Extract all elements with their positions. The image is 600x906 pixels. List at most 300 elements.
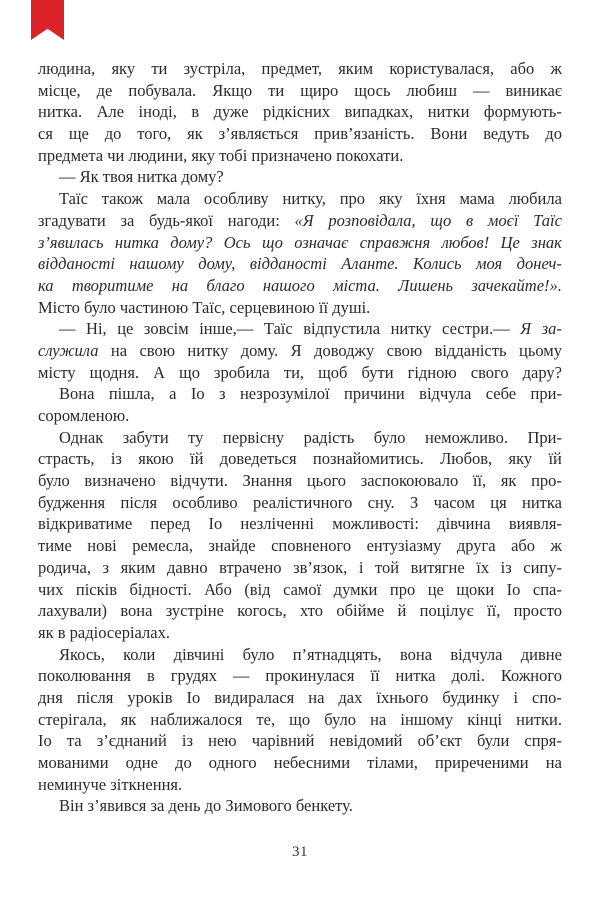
word: або	[511, 536, 536, 556]
word: когось,	[237, 601, 287, 621]
word: Іо	[506, 579, 521, 599]
word: дівчина	[437, 514, 491, 534]
word: той	[374, 557, 400, 577]
word: нитки.	[516, 709, 562, 729]
text-line	[38, 188, 562, 210]
word: на	[545, 753, 562, 772]
word: мала	[156, 189, 191, 209]
word: доведеться	[219, 449, 297, 469]
word: означає	[294, 232, 349, 252]
word: місту	[38, 362, 76, 382]
word: часом	[433, 492, 475, 512]
word: Іо	[190, 384, 205, 404]
word: пішла,	[108, 384, 155, 404]
word: в	[191, 102, 200, 122]
word: одного	[208, 753, 257, 772]
word: за-	[541, 319, 562, 339]
word: радість	[303, 427, 355, 447]
text-line	[38, 774, 562, 796]
text-line	[38, 123, 562, 145]
word: до	[545, 124, 562, 144]
word: мованими	[38, 753, 109, 772]
word: Вони	[430, 124, 468, 144]
word: первісну	[222, 427, 285, 447]
word: нитка	[395, 666, 436, 686]
text-segment: Місто було частиною Таїс, серцевиною її душі.	[38, 297, 371, 317]
word: нею	[208, 731, 237, 751]
text-segment: неминуче зіткнення.	[38, 774, 183, 794]
word: страсть,	[38, 449, 95, 469]
word: будження	[38, 492, 106, 512]
word: Ні,	[86, 319, 107, 339]
word: моя	[475, 254, 503, 274]
word: розповідала,	[328, 210, 416, 230]
word: справжня	[359, 232, 431, 252]
word: коли	[123, 644, 156, 664]
word: нові	[87, 536, 117, 556]
word: та	[66, 731, 82, 751]
word: гідною	[407, 362, 457, 382]
word: Аланте.	[341, 254, 399, 274]
text-line	[38, 145, 562, 167]
word: думки	[333, 579, 378, 599]
word: Кожного	[500, 666, 562, 686]
word: особливо	[172, 492, 238, 512]
word: це	[117, 319, 134, 339]
word: нагоди:	[227, 210, 280, 230]
word: дивне	[520, 644, 562, 664]
word: того,	[137, 124, 172, 144]
word: як	[120, 709, 137, 729]
word: хто	[299, 601, 324, 621]
word: Вона	[59, 384, 95, 404]
word: відчула	[419, 384, 472, 404]
text-line	[38, 752, 562, 774]
word: витягне	[410, 557, 465, 577]
word: відданості	[38, 254, 115, 274]
word: щиро	[300, 80, 339, 100]
word: визначено	[84, 471, 156, 491]
word: просто	[513, 601, 562, 621]
word: якою	[138, 449, 174, 469]
text-line	[38, 275, 562, 297]
text-line	[38, 340, 562, 362]
word: чих	[38, 579, 64, 599]
word: ж	[550, 536, 562, 556]
word: нитку	[390, 319, 432, 339]
word: нитку,	[282, 189, 326, 209]
word: відпустила	[303, 319, 381, 339]
word: поколювання	[38, 666, 131, 686]
word: їх	[476, 557, 490, 577]
word: нашого	[262, 275, 315, 295]
word: з’являється	[218, 124, 299, 144]
word: грудях	[170, 666, 217, 686]
word: ремесла,	[132, 536, 193, 556]
word: зустріне	[165, 601, 224, 621]
page-text	[38, 58, 562, 817]
word: —	[59, 319, 76, 339]
word: Іо	[208, 514, 223, 534]
word: формують-	[483, 102, 562, 122]
word: прив’язаність.	[314, 124, 415, 144]
word: відчула	[450, 644, 503, 664]
word: зустріла,	[183, 59, 246, 78]
word: сну.	[367, 492, 395, 512]
text-line	[38, 232, 562, 254]
word: з’явилась	[38, 232, 104, 252]
word: познайомитись.	[312, 449, 424, 469]
text-line	[38, 557, 562, 579]
word: побувала.	[128, 80, 197, 100]
word: рідкісних	[263, 102, 331, 122]
word: прокинулася	[265, 666, 355, 686]
word: наближалося	[150, 709, 243, 729]
word: ту	[188, 427, 204, 447]
word: перед	[150, 514, 191, 534]
word: і	[513, 687, 519, 707]
text-line	[38, 210, 562, 232]
word: про-	[531, 471, 562, 491]
text-line	[38, 795, 562, 817]
word: спа-	[532, 579, 562, 599]
word: щоки	[456, 579, 495, 599]
text-line	[38, 448, 562, 470]
word: долі.	[451, 666, 485, 686]
word: зачекайте!».	[471, 275, 562, 295]
word: Таїс	[263, 319, 293, 339]
word: ентузіазму	[366, 536, 442, 556]
word: дому?	[170, 232, 213, 252]
word: дня	[38, 687, 63, 707]
word: міста.	[332, 275, 380, 295]
text-line	[38, 297, 562, 319]
word: Знання	[242, 471, 293, 491]
word: за	[120, 210, 135, 230]
word: чарівний	[251, 731, 315, 751]
word: давно	[167, 557, 208, 577]
word: поцілує	[419, 601, 474, 621]
word: знайде	[208, 536, 256, 556]
text-line	[38, 166, 562, 188]
word: одне	[125, 753, 158, 772]
word: на	[308, 687, 325, 707]
word: де	[96, 80, 113, 100]
word: або	[510, 59, 535, 78]
word: яким	[338, 59, 374, 78]
word: друга	[456, 536, 496, 556]
text-line	[38, 470, 562, 492]
word: їхнього	[376, 687, 429, 707]
word: їхня	[416, 189, 446, 209]
word: вона	[399, 644, 433, 664]
word: виникає	[505, 80, 562, 100]
word: щоб	[318, 362, 348, 382]
word: видиралася	[214, 687, 295, 707]
word: дуже	[213, 102, 249, 122]
word: з	[219, 384, 226, 404]
word: Лишень	[398, 275, 454, 295]
word: —	[232, 666, 250, 686]
word: самої	[283, 579, 322, 599]
word: користувалася,	[389, 59, 495, 78]
text-segment: — Як твоя нитка дому?	[59, 167, 224, 187]
word: й	[397, 601, 407, 621]
word: Якось,	[59, 644, 105, 664]
word: забути	[122, 427, 169, 447]
word: також	[101, 189, 143, 209]
word: свого	[470, 362, 509, 382]
word: було	[38, 471, 70, 491]
word: Таїс	[533, 210, 562, 230]
text-segment: соромленою.	[38, 406, 130, 425]
word: тілами,	[367, 753, 418, 772]
text-line	[38, 253, 562, 275]
word: любиш	[406, 80, 457, 100]
word: лахували)	[38, 601, 108, 621]
word: їй	[190, 449, 204, 469]
word: виявля-	[508, 514, 562, 534]
word: доводжу	[314, 340, 375, 360]
word: відкриватиме	[38, 514, 133, 534]
word: ведуть	[483, 124, 530, 144]
word: ще	[68, 124, 89, 144]
text-line	[38, 579, 562, 601]
text-line	[38, 600, 562, 622]
word: уроків	[127, 687, 173, 707]
word: Або	[204, 579, 232, 599]
word: незліченні	[240, 514, 314, 534]
word: благо	[206, 275, 245, 295]
text-line	[38, 730, 562, 752]
word: «Я	[294, 210, 314, 230]
word: будь-якої	[149, 210, 214, 230]
word: ти	[151, 59, 168, 78]
word: п’ятнадцять,	[292, 644, 382, 664]
word: бути	[361, 362, 394, 382]
word: ти,	[283, 362, 305, 382]
word: а	[169, 384, 177, 404]
word: до	[175, 753, 192, 772]
word: нитка.	[38, 102, 83, 122]
word: моєї	[487, 210, 519, 230]
text-line	[38, 80, 562, 102]
word: Любов,	[440, 449, 493, 469]
word: яку	[111, 59, 136, 78]
word: служила	[38, 340, 99, 360]
word: любов!	[441, 232, 490, 252]
word: і	[358, 557, 364, 577]
word: при-	[530, 384, 562, 404]
word: можливості:	[332, 514, 419, 534]
word: ка	[38, 275, 54, 295]
word: нитка	[522, 492, 562, 512]
word: цьому	[518, 340, 562, 360]
word: дівчині	[173, 644, 225, 664]
word: було	[242, 644, 275, 664]
word: як	[187, 124, 203, 144]
word: сестри.—	[442, 319, 510, 339]
word: спря-	[524, 731, 562, 751]
word: Якщо	[212, 80, 253, 100]
word: те,	[256, 709, 276, 729]
bookmark-ribbon-icon[interactable]	[31, 0, 64, 40]
word: що	[289, 709, 311, 729]
word: що	[430, 210, 452, 230]
word: пісків	[75, 579, 118, 599]
word: про	[389, 579, 416, 599]
word: стерігала,	[38, 709, 107, 729]
word: втрачено	[219, 557, 282, 577]
word: мама	[459, 189, 495, 209]
word: зовсім	[143, 319, 189, 339]
word: знак	[531, 232, 562, 252]
word: яку	[378, 189, 403, 209]
word: реалістичного	[252, 492, 353, 512]
word: незрозумілої	[239, 384, 330, 404]
word: З	[409, 492, 419, 512]
word: людина,	[38, 59, 96, 78]
word: відданості	[249, 254, 327, 274]
word: кінці	[467, 709, 503, 729]
word: інше,—	[199, 319, 254, 339]
word: зробила	[214, 362, 270, 382]
word: в	[466, 210, 474, 230]
word: тиме	[38, 536, 72, 556]
text-segment: Він з’явився за день до Зимового бенкету.	[59, 796, 353, 816]
word: було	[324, 709, 357, 729]
word: було	[373, 427, 406, 447]
word: сипу-	[523, 557, 562, 577]
word: ця	[490, 492, 507, 512]
word: зв’язок,	[293, 557, 348, 577]
word: місце,	[38, 80, 81, 100]
text-line	[38, 101, 562, 123]
text-line	[38, 665, 562, 687]
word: що	[261, 232, 283, 252]
word: дому,	[198, 254, 236, 274]
word: яким	[120, 557, 156, 577]
word: Колись	[413, 254, 462, 274]
word: іншому	[400, 709, 454, 729]
word: бідності.	[129, 579, 192, 599]
text-line	[38, 318, 562, 340]
word: ся	[38, 124, 53, 144]
word: після	[76, 687, 114, 707]
word: її,	[487, 601, 501, 621]
text-line	[38, 644, 562, 666]
word: до	[104, 124, 122, 144]
word: невідомий	[329, 731, 403, 751]
word: Я	[520, 319, 532, 339]
word: із	[110, 449, 122, 469]
word: ж	[550, 59, 562, 78]
word: сповненого	[271, 536, 352, 556]
word: щодня.	[89, 362, 140, 382]
text-segment: предмета чи людини, яку тобі призначено покохати.	[38, 145, 404, 165]
word: А	[153, 362, 165, 382]
word: іноді,	[138, 102, 177, 122]
word: свою	[139, 340, 176, 360]
word: Я	[290, 340, 302, 360]
word: приреченими	[435, 753, 529, 772]
word: При-	[527, 427, 562, 447]
word: Однак	[59, 427, 104, 447]
word: згадувати	[38, 210, 106, 230]
word: що	[179, 362, 200, 382]
word: нитка	[114, 232, 159, 252]
word: свою	[386, 340, 423, 360]
word: про	[339, 189, 366, 209]
word: в	[146, 666, 155, 686]
word: їй	[548, 449, 562, 469]
word: її	[370, 666, 380, 686]
text-line	[38, 513, 562, 535]
text-line	[38, 535, 562, 557]
word: відчути.	[170, 471, 228, 491]
word: як	[500, 471, 517, 491]
word: небесними	[273, 753, 351, 772]
word: це	[427, 579, 444, 599]
word: щось	[354, 80, 391, 100]
word: дому.	[240, 340, 279, 360]
text-line	[38, 362, 562, 384]
word: вона	[120, 601, 153, 621]
word: із	[181, 731, 194, 751]
word: —	[472, 80, 490, 100]
word: особливу	[203, 189, 269, 209]
word: причини	[344, 384, 405, 404]
word: Іо	[38, 731, 52, 751]
word: з	[102, 557, 110, 577]
page-number: 31	[292, 844, 308, 860]
word: цього	[306, 471, 347, 491]
word: донеч-	[516, 254, 562, 274]
word: Це	[500, 232, 520, 252]
word: були	[476, 731, 510, 751]
word: на	[171, 275, 189, 295]
text-line	[38, 492, 562, 514]
word: ти	[268, 80, 285, 100]
text-line	[38, 709, 562, 731]
word: спо-	[532, 687, 562, 707]
word: предмет,	[261, 59, 322, 78]
word: із	[500, 557, 512, 577]
word: любила	[508, 189, 562, 209]
word: дару?	[522, 362, 562, 382]
word: на	[370, 709, 387, 729]
word: з’єднаний	[96, 731, 167, 751]
word: відданість	[434, 340, 507, 360]
word: родича,	[38, 557, 91, 577]
word: обійме	[336, 601, 385, 621]
text-line	[38, 622, 562, 644]
word: нашому	[129, 254, 184, 274]
text-line	[38, 405, 562, 427]
word: яку	[508, 449, 533, 469]
word: дах	[338, 687, 363, 707]
word: неможливо.	[425, 427, 508, 447]
word: випадках,	[344, 102, 414, 122]
word: заспокоювало	[360, 471, 459, 491]
text-segment: як в радіосеріалах.	[38, 622, 170, 642]
word: нитку	[187, 340, 229, 360]
word: об’єкт	[417, 731, 462, 751]
word: творитиме	[71, 275, 154, 295]
text-line	[38, 383, 562, 405]
word: будинку	[442, 687, 500, 707]
text-line	[38, 58, 562, 80]
